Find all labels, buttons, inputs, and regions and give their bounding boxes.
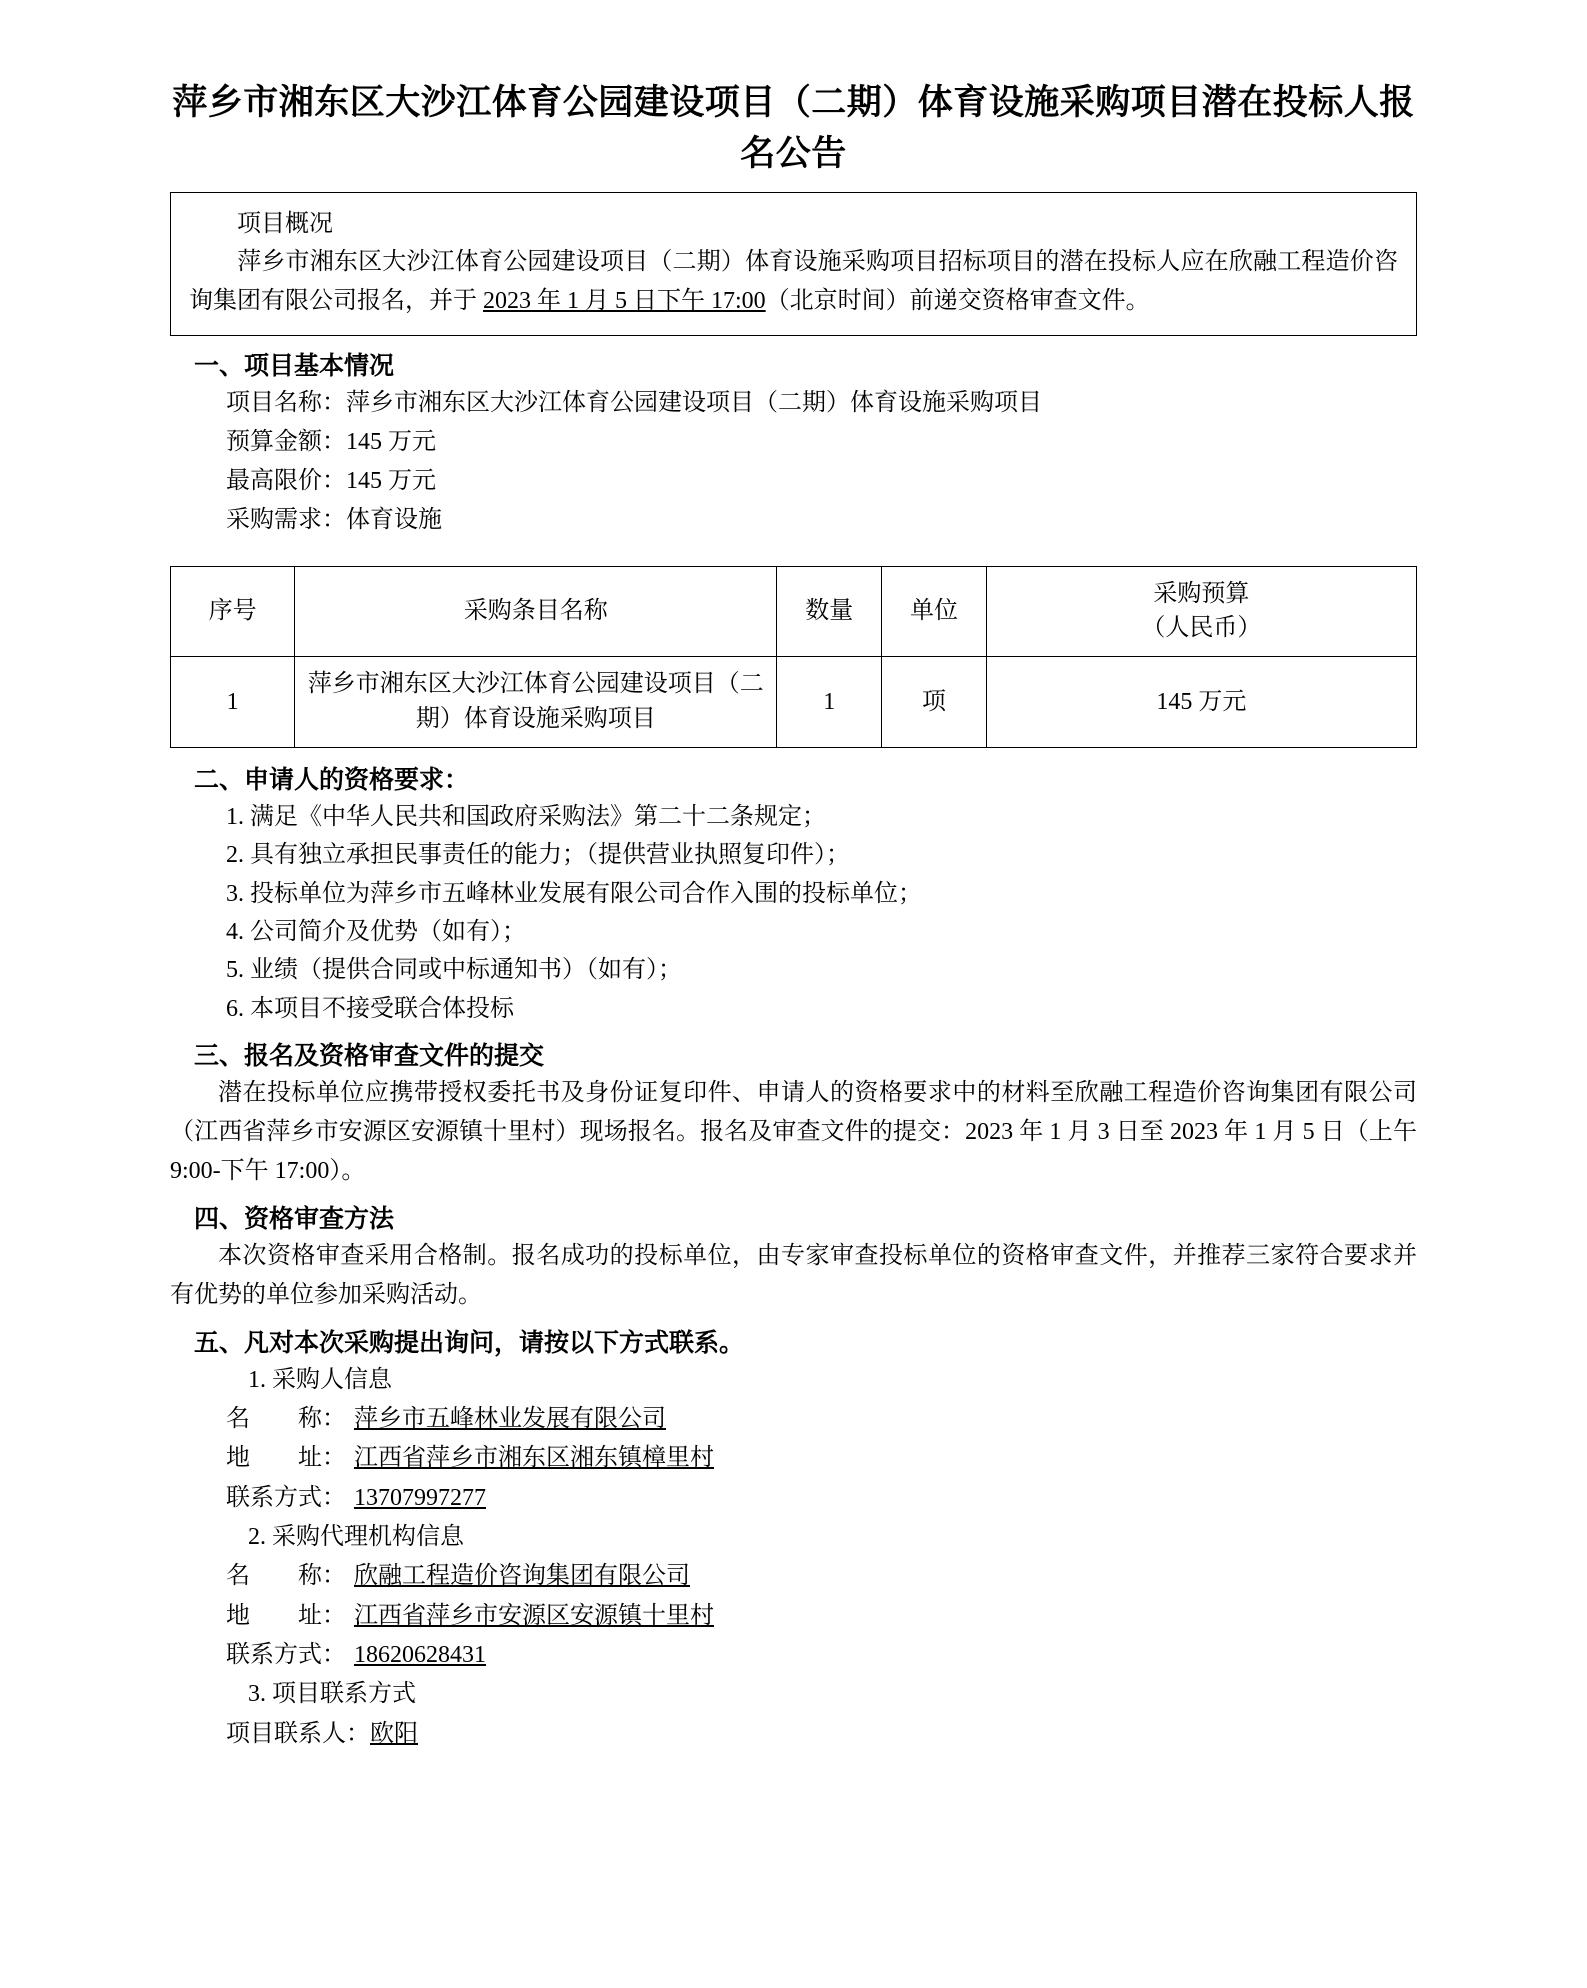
agency-phone-line: [170, 1636, 1417, 1675]
cell-budget: 145 万元: [986, 657, 1416, 748]
section-3-paragraph: 潜在投标单位应携带授权委托书及身份证复印件、申请人的资格要求中的材料至欣融工程造价咨询集团有限公司（江西省萍乡市安源区安源镇十里村）现场报名。报名及审查文件的提交：2023 年 1 月 3 日至 2023 年 1 月 5 日（上午 9:00-下午 17:00）。: [170, 1080, 1417, 1184]
section-4-paragraph: 本次资格审查采用合格制。报名成功的投标单位，由专家审查投标单位的资格审查文件，并推荐三家符合要求并有优势的单位参加采购活动。: [170, 1242, 1417, 1308]
qualification-item-4: 4. 公司简介及优势（如有）；: [226, 918, 526, 945]
overview-text-post: （北京时间）前递交资格审查文件。: [765, 288, 1150, 315]
overview-text-pre: 萍乡市湘东区大沙江体育公园建设项目（二期）体育设施采购项目招标项目的潜在投标人应在欣融工程造价咨询集团有限公司报名，并于: [189, 249, 1398, 315]
agency-name-label: 名 称：: [226, 1563, 346, 1590]
agency-phone-label: 联系方式：: [226, 1642, 346, 1669]
qualification-item-1: 1. 满足《中华人民共和国政府采购法》第二十二条规定；: [226, 803, 826, 830]
purchaser-address-value: 江西省萍乡市湘东区湘东镇樟里村: [354, 1445, 714, 1472]
procurement-need-line: 采购需求：体育设施: [226, 506, 442, 533]
purchaser-name-value: 萍乡市五峰林业发展有限公司: [354, 1405, 666, 1432]
purchaser-phone-line: [170, 1479, 1417, 1518]
cell-no: 1: [171, 657, 295, 748]
overview-deadline: 2023 年 1 月 5 日下午 17:00: [483, 288, 766, 315]
purchaser-phone-label: 联系方式：: [226, 1484, 346, 1511]
page-title: 萍乡市湘东区大沙江体育公园建设项目（二期）体育设施采购项目潜在投标人报名公告: [172, 83, 1415, 173]
purchaser-phone-value: 13707997277: [354, 1484, 486, 1511]
column-header-quantity: 数量: [777, 566, 882, 657]
project-contact-title: 3. 项目联系方式: [248, 1681, 416, 1708]
qualification-item-6: 6. 本项目不接受联合体投标: [226, 995, 514, 1022]
project-name-line: 项目名称：萍乡市湘东区大沙江体育公园建设项目（二期）体育设施采购项目: [226, 390, 1042, 417]
column-header-unit: 单位: [882, 566, 987, 657]
project-contact-line: [170, 1715, 1417, 1754]
purchaser-address-line: [170, 1439, 1417, 1478]
section-3-heading: 三、报名及资格审查文件的提交: [194, 1043, 545, 1071]
overview-paragraph: [189, 243, 1398, 321]
agency-name-value: 欣融工程造价咨询集团有限公司: [354, 1563, 690, 1590]
column-header-budget-line1: 采购预算: [1153, 580, 1250, 607]
project-overview-box: [170, 192, 1417, 337]
qualification-item-2: 2. 具有独立承担民事责任的能力；（提供营业执照复印件）；: [226, 842, 850, 869]
column-header-budget: [986, 566, 1416, 657]
agency-phone-value: 18620628431: [354, 1642, 486, 1669]
overview-heading: 项目概况: [237, 210, 333, 237]
section-4-heading: 四、资格审查方法: [194, 1205, 395, 1233]
agency-address-value: 江西省萍乡市安源区安源镇十里村: [354, 1602, 714, 1629]
project-contact-label: 项目联系人：: [226, 1720, 370, 1747]
table-row: [171, 657, 1417, 748]
cell-unit: 项: [882, 657, 987, 748]
agency-name-line: [170, 1557, 1417, 1596]
column-header-item-name: 采购条目名称: [295, 566, 777, 657]
section-5-heading: 五、凡对本次采购提出询问，请按以下方式联系。: [194, 1329, 745, 1357]
column-header-budget-line2: （人民币）: [1141, 615, 1262, 642]
project-contact-value: 欧阳: [370, 1720, 418, 1747]
qualification-item-3: 3. 投标单位为萍乡市五峰林业发展有限公司合作入围的投标单位；: [226, 880, 922, 907]
purchaser-address-label: 地 址：: [226, 1445, 346, 1472]
purchaser-name-line: [170, 1400, 1417, 1439]
agency-info-title: 2. 采购代理机构信息: [248, 1523, 464, 1550]
table-header-row: [171, 566, 1417, 657]
max-price-line: 最高限价：145 万元: [226, 467, 436, 494]
cell-quantity: 1: [777, 657, 882, 748]
purchaser-name-label: 名 称：: [226, 1405, 346, 1432]
procurement-table: [170, 566, 1417, 748]
qualification-item-5: 5. 业绩（提供合同或中标通知书）（如有）；: [226, 957, 682, 984]
section-2-heading: 二、申请人的资格要求：: [194, 766, 470, 794]
agency-address-line: [170, 1597, 1417, 1636]
cell-item-name: 萍乡市湘东区大沙江体育公园建设项目（二期）体育设施采购项目: [295, 657, 777, 748]
purchaser-info-title: 1. 采购人信息: [248, 1366, 392, 1393]
budget-amount-line: 预算金额：145 万元: [226, 429, 436, 455]
section-1-heading: 一、项目基本情况: [194, 353, 395, 381]
column-header-no: 序号: [171, 566, 295, 657]
agency-address-label: 地 址：: [226, 1602, 346, 1629]
